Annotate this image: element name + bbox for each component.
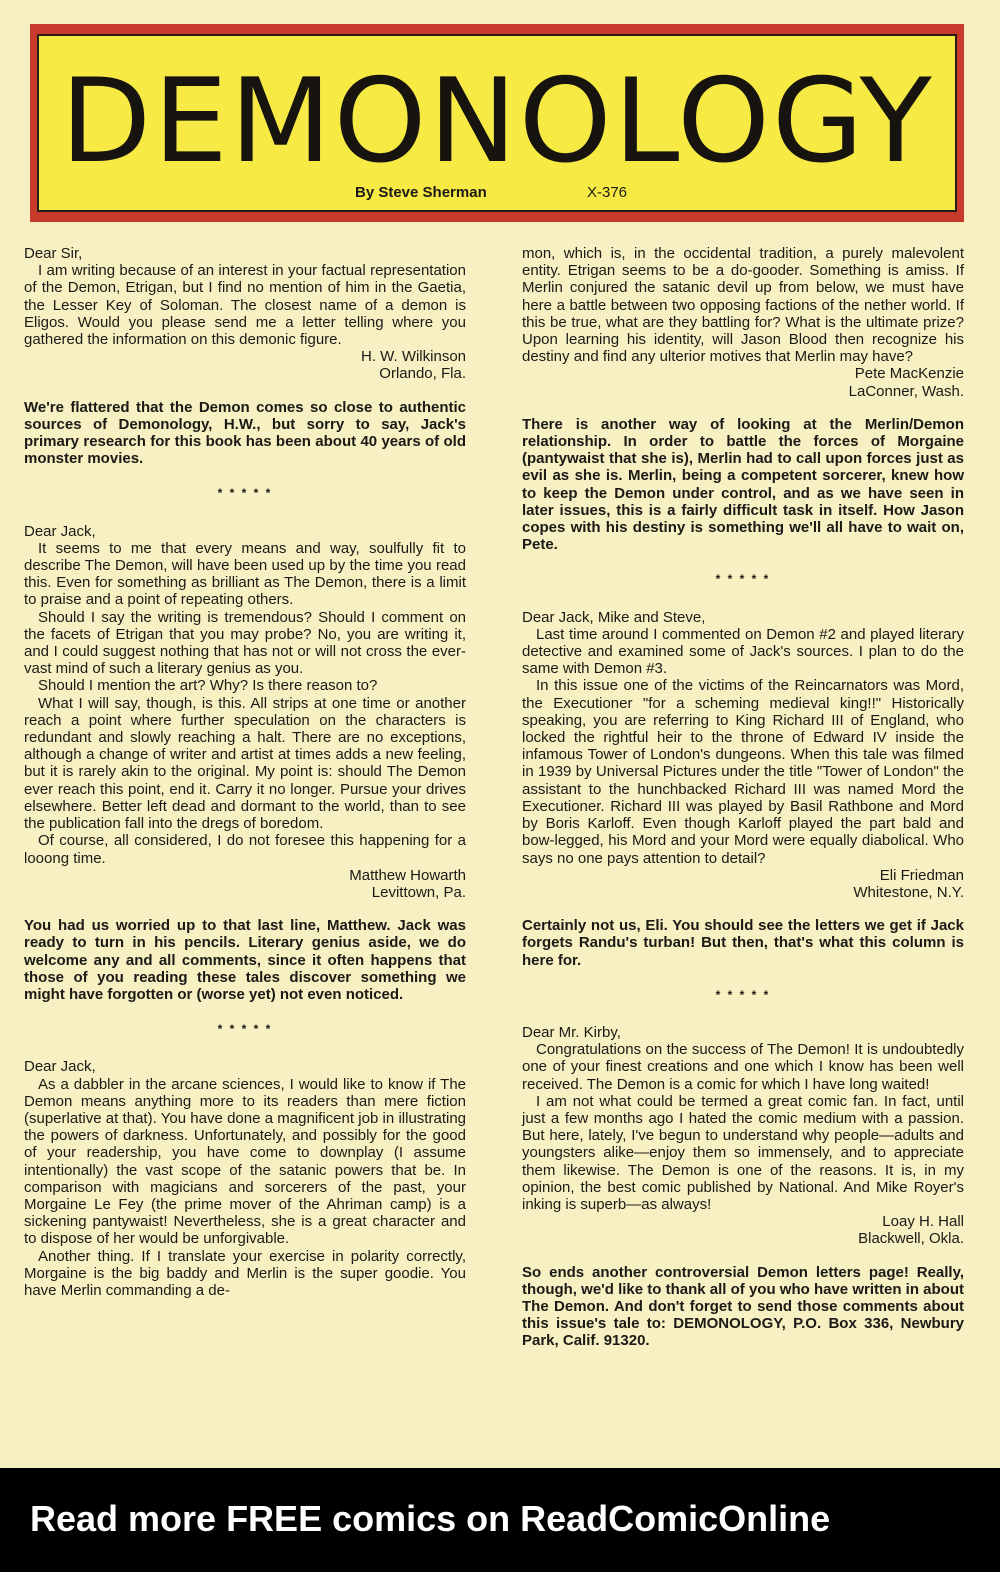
letter-paragraph: It seems to me that every means and way, soulfully fit to describe The Demon, will have been used up by the time you read this. Even for something as brilliant as The Demon, there is a limit to praise and a point of repeating others. bbox=[24, 539, 466, 609]
letter-signature-name: H. W. Wilkinson bbox=[360, 348, 466, 366]
letter-paragraph: In this issue one of the victims of the Reincarnators was Mord, the Executioner "for a scheming medieval king!!" Historically speaking, you are referring to King Richard III of England, who locked the rightful heir to the throne of Edward IV inside the infamous Tower of London's dungeons. When this tale was filmed in 1939 by Universal Pictures under the title "Tower of London" the assistant to the hunchbacked Richard III was named Mord the Executioner. Richard III was played by Basil Rathbone and Mord by Boris Karloff. Even though Karloff played the part bald and bow-legged, his Mord and your Mord were equally diabolical. Who says no one pays attention to detail? bbox=[522, 677, 964, 867]
letter-continuation: mon, which is, in the occidental tradition, a purely malevolent entity. Etrigan seems to be a do-gooder. Something is amiss. If Merlin conjured the satanic devil up from below, we must have here a battle between two opposing factions of the nether world. If this be true, what are they battling for? What is the ultimate prize? Upon learning his identity, will Jason Blood then recognize his destiny and find any ulterior motives that Merlin may have? bbox=[522, 245, 964, 366]
closing-note: So ends another controversial Demon letters page! Really, though, we'd like to thank all of you who have written in about The Demon. And don't forget to send those comments about this issue's tale to: DEMONOLOGY, P.O. Box 336, Newbury Park, Calif. 91320. bbox=[522, 1263, 964, 1350]
letter-paragraph: I am not what could be termed a great comic fan. In fact, until just a few months ago I hated the comic medium with a passion. But here, lately, I've begun to understand why people—adults and youngsters alike—enjoy them so immensely, and to appreciate them likewise. The Demon is one of the reasons. It is, in my opinion, the best comic published by National. And Mike Royer's inking is superb—as always! bbox=[522, 1092, 964, 1213]
title-panel bbox=[37, 34, 957, 212]
section-divider: * * * * * bbox=[715, 987, 771, 1002]
letter-signature-place: Whitestone, N.Y. bbox=[853, 883, 964, 901]
letter-paragraph: Congratulations on the success of The Demon! It is undoubtedly one of your finest creations and one which I know has been well received. The Demon is a comic for which I have long waited! bbox=[522, 1041, 964, 1093]
editor-reply: There is another way of looking at the Merlin/Demon relationship. In order to battle the forces of Morgaine (pantywaist that she is), Merlin had to call upon forces just as evil as she is. Merlin, being a competent sorcerer, knew how to keep the Demon under control, and as we have seen in later issues, this is a fairly difficult task in itself. How Jason copes with his destiny is something we'll all have to wait on, Pete. bbox=[522, 415, 964, 554]
letter-salutation: Dear Jack, bbox=[24, 522, 96, 540]
letter-signature-place: LaConner, Wash. bbox=[848, 382, 964, 400]
letter-salutation: Dear Jack, bbox=[24, 1058, 96, 1076]
letter-body: I am writing because of an interest in your factual representation of the Demon, Etrigan, but I find no mention of him in the Gaetia, the Lesser Key of Soloman. The closest name of a demon is Eligos. Would you please send me a letter telling where you gathered the information on this demonic figure. bbox=[24, 262, 466, 349]
issue-code: X-376 bbox=[587, 184, 628, 201]
left-column bbox=[24, 245, 466, 1299]
section-divider: * * * * * bbox=[217, 1022, 273, 1037]
letter-paragraph: Should I mention the art? Why? Is there reason to? bbox=[38, 677, 378, 695]
letter-paragraph: What I will say, though, is this. All strips at one time or another reach a point where further speculation on the characters is redundant and slowly reaching a halt. There are no exceptions, although a change of writer and artist at times adds a new feeling, but it is rarely akin to the original. My point is: should The Demon ever reach this point, end it. Carry it no longer. Pursue your drives elsewhere. Better left dead and dormant to the world, than to see the publication fall into the dregs of boredom. bbox=[24, 694, 466, 833]
letter-signature-place: Levittown, Pa. bbox=[371, 883, 466, 901]
letter-salutation: Dear Sir, bbox=[24, 245, 83, 262]
editor-reply: Certainly not us, Eli. You should see the letters we get if Jack forgets Randu's turban! But then, that's what this column is here for. bbox=[522, 917, 964, 969]
footer-link[interactable]: Read more FREE comics on ReadComicOnline bbox=[30, 1498, 831, 1539]
letter-paragraph: Of course, all considered, I do not foresee this happening for a looong time. bbox=[24, 832, 466, 867]
letter-signature-name: Eli Friedman bbox=[879, 866, 964, 884]
letter-paragraph: Should I say the writing is tremendous? Should I comment on the facets of Etrigan that you may probe? No, you are writing it, and I could suggest nothing that has not or will not cross the ever-vast mind of such a literary genius as you. bbox=[24, 608, 466, 678]
page-title: DEMONOLOGY bbox=[60, 53, 934, 189]
footer-banner bbox=[0, 1468, 1000, 1572]
letter-signature-name: Pete MacKenzie bbox=[854, 365, 964, 383]
section-divider: * * * * * bbox=[217, 486, 273, 501]
letter-paragraph: Last time around I commented on Demon #2 and played literary detective and examined some of Jack's sources. I plan to do the same with Demon #3. bbox=[522, 625, 964, 678]
letter-salutation: Dear Mr. Kirby, bbox=[522, 1023, 621, 1041]
letter-signature-name: Loay H. Hall bbox=[882, 1213, 964, 1231]
section-divider: * * * * * bbox=[715, 572, 771, 587]
letter-paragraph: As a dabbler in the arcane sciences, I would like to know if The Demon means anything more to its readers than mere fiction (superlative at that). You have done a magnificent job in illustrating the powers of darkness. Unfortunately, and possibly for the good of your readership, you have come to downplay (I assume intentionally) the vast scope of the satanic powers that be. In comparison with magicians and sorcerers of the past, your Morgaine Le Fey (the prime mover of the Ahriman camp) is a sickening pantywaist! Nevertheless, she is a great character and to dispose of her would be unforgivable. bbox=[24, 1075, 466, 1248]
title-banner bbox=[30, 24, 964, 222]
letter-salutation: Dear Jack, Mike and Steve, bbox=[522, 608, 706, 626]
letter-signature-place: Blackwell, Okla. bbox=[858, 1230, 964, 1248]
letter-paragraph: Another thing. If I translate your exercise in polarity correctly, Morgaine is the big baddy and Merlin is the super goodie. You have Merlin commanding a de- bbox=[24, 1247, 466, 1299]
editor-reply: You had us worried up to that last line, Matthew. Jack was ready to turn in his pencils. Literary genius aside, we do welcome any and all comments, since it often happens that those of you reading these tales discover something we might have forgotten or (worse yet) not even noticed. bbox=[24, 917, 466, 1003]
letter-signature-place: Orlando, Fla. bbox=[379, 365, 466, 383]
byline: By Steve Sherman bbox=[355, 184, 487, 201]
editor-reply: We're flattered that the Demon comes so close to authentic sources of Demonology, H.W., but sorry to say, Jack's primary research for this book has been about 40 years of old monster movies. bbox=[24, 398, 466, 468]
right-column bbox=[522, 245, 964, 1350]
letter-signature-name: Matthew Howarth bbox=[349, 866, 466, 884]
